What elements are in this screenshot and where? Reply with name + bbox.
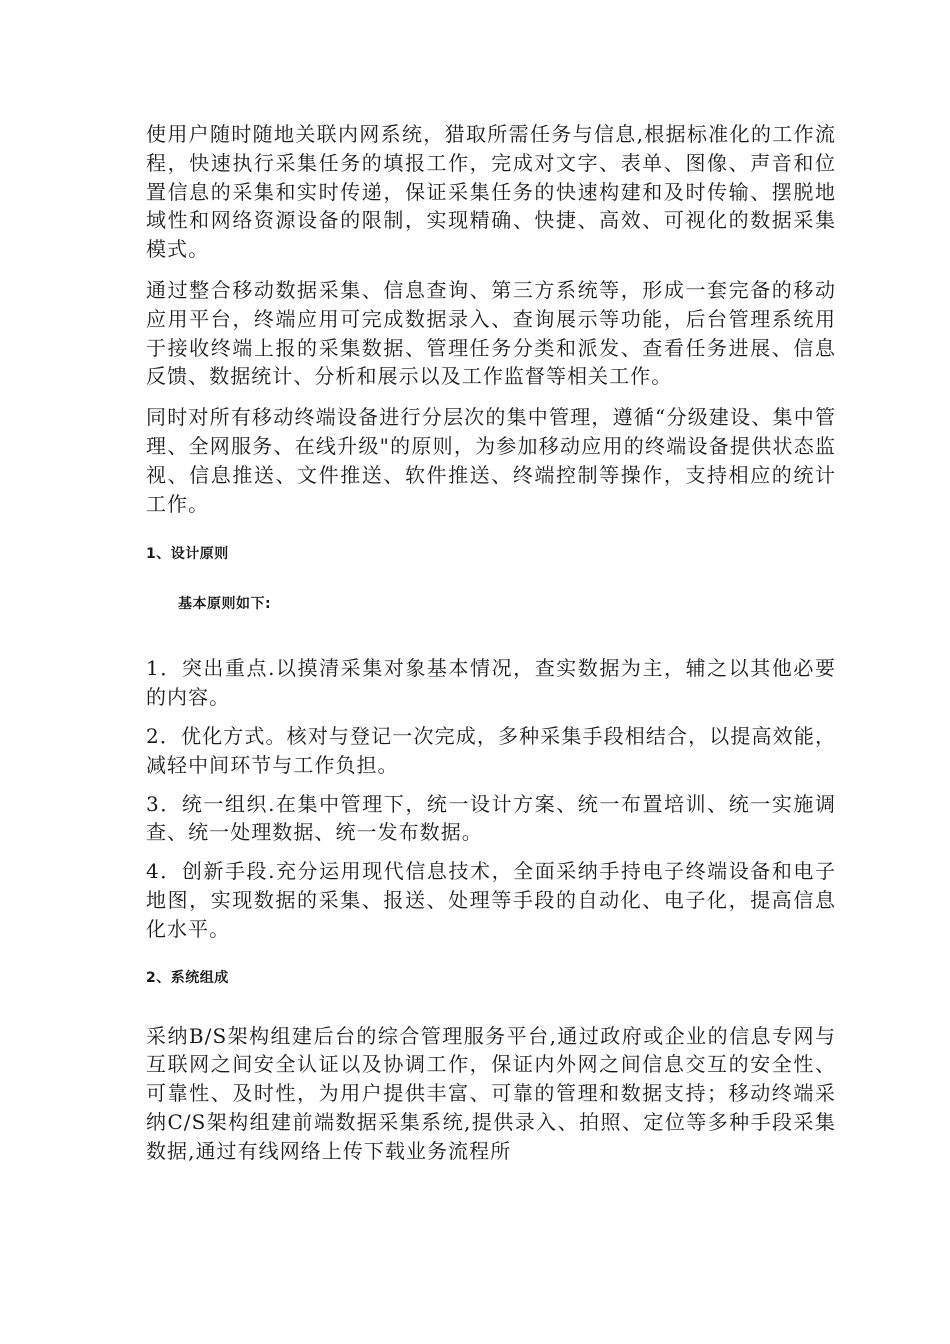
paragraph-system-composition: 采纳B/S架构组建后台的综合管理服务平台,通过政府或企业的信息专网与互联网之间安全认证以及协调工作，保证内外网之间信息交互的安全性、可靠性、及时性，为用户提供丰富、可靠的管理和数据支持；移动终端采纳C/S架构组建前端数据采集系统,提供录入、拍照、定位等多种手段采集数据,通过有线网络上传下载业务流程所 xyxy=(146,1023,836,1163)
section-heading-system-composition: 2、系统组成 xyxy=(146,969,229,986)
document-body xyxy=(146,120,836,1166)
paragraph-intro: 使用户随时随地关联内网系统，猎取所需任务与信息,根据标准化的工作流程，快速执行采集任务的填报工作，完成对文字、表单、图像、声音和位置信息的采集和实时传递，保证采集任务的快速构建和及时传输、摆脱地域性和网络资源设备的限制，实现精确、快捷、高效、可视化的数据采集模式。 xyxy=(146,122,836,262)
principle-item-3: 3．统一组织.在集中管理下，统一设计方案、统一布置培训、统一实施调查、统一处理数据、统一发布数据。 xyxy=(146,791,836,845)
paragraph-platform: 通过整合移动数据采集、信息查询、第三方系统等，形成一套完备的移动应用平台，终端应用可完成数据录入、查询展示等功能，后台管理系统用于接收终端上报的采集数据、管理任务分类和派发、查看任务进展、信息反馈、数据统计、分析和展示以及工作监督等相关工作。 xyxy=(146,277,836,389)
section-heading-design-principles: 1、设计原则 xyxy=(146,546,229,563)
paragraph-device-management: 同时对所有移动终端设备进行分层次的集中管理，遵循“分级建设、集中管理、全网服务、在线升级"的原则，为参加移动应用的终端设备提供状态监视、信息推送、文件推送、软件推送、终端控制等操作，支持相应的统计工作。 xyxy=(146,405,836,516)
principles-intro: 基本原则如下: xyxy=(178,596,272,613)
principle-item-1: 1．突出重点.以摸清采集对象基本情况，查实数据为主，辅之以其他必要的内容。 xyxy=(146,656,836,710)
principle-item-2: 2．优化方式。核对与登记一次完成，多种采集手段相结合，以提高效能，减轻中间环节与工作负担。 xyxy=(146,723,836,777)
principle-item-4: 4．创新手段.充分运用现代信息技术，全面采纳手持电子终端设备和电子地图，实现数据的采集、报送、处理等手段的自动化、电子化，提高信息化水平。 xyxy=(146,859,836,941)
